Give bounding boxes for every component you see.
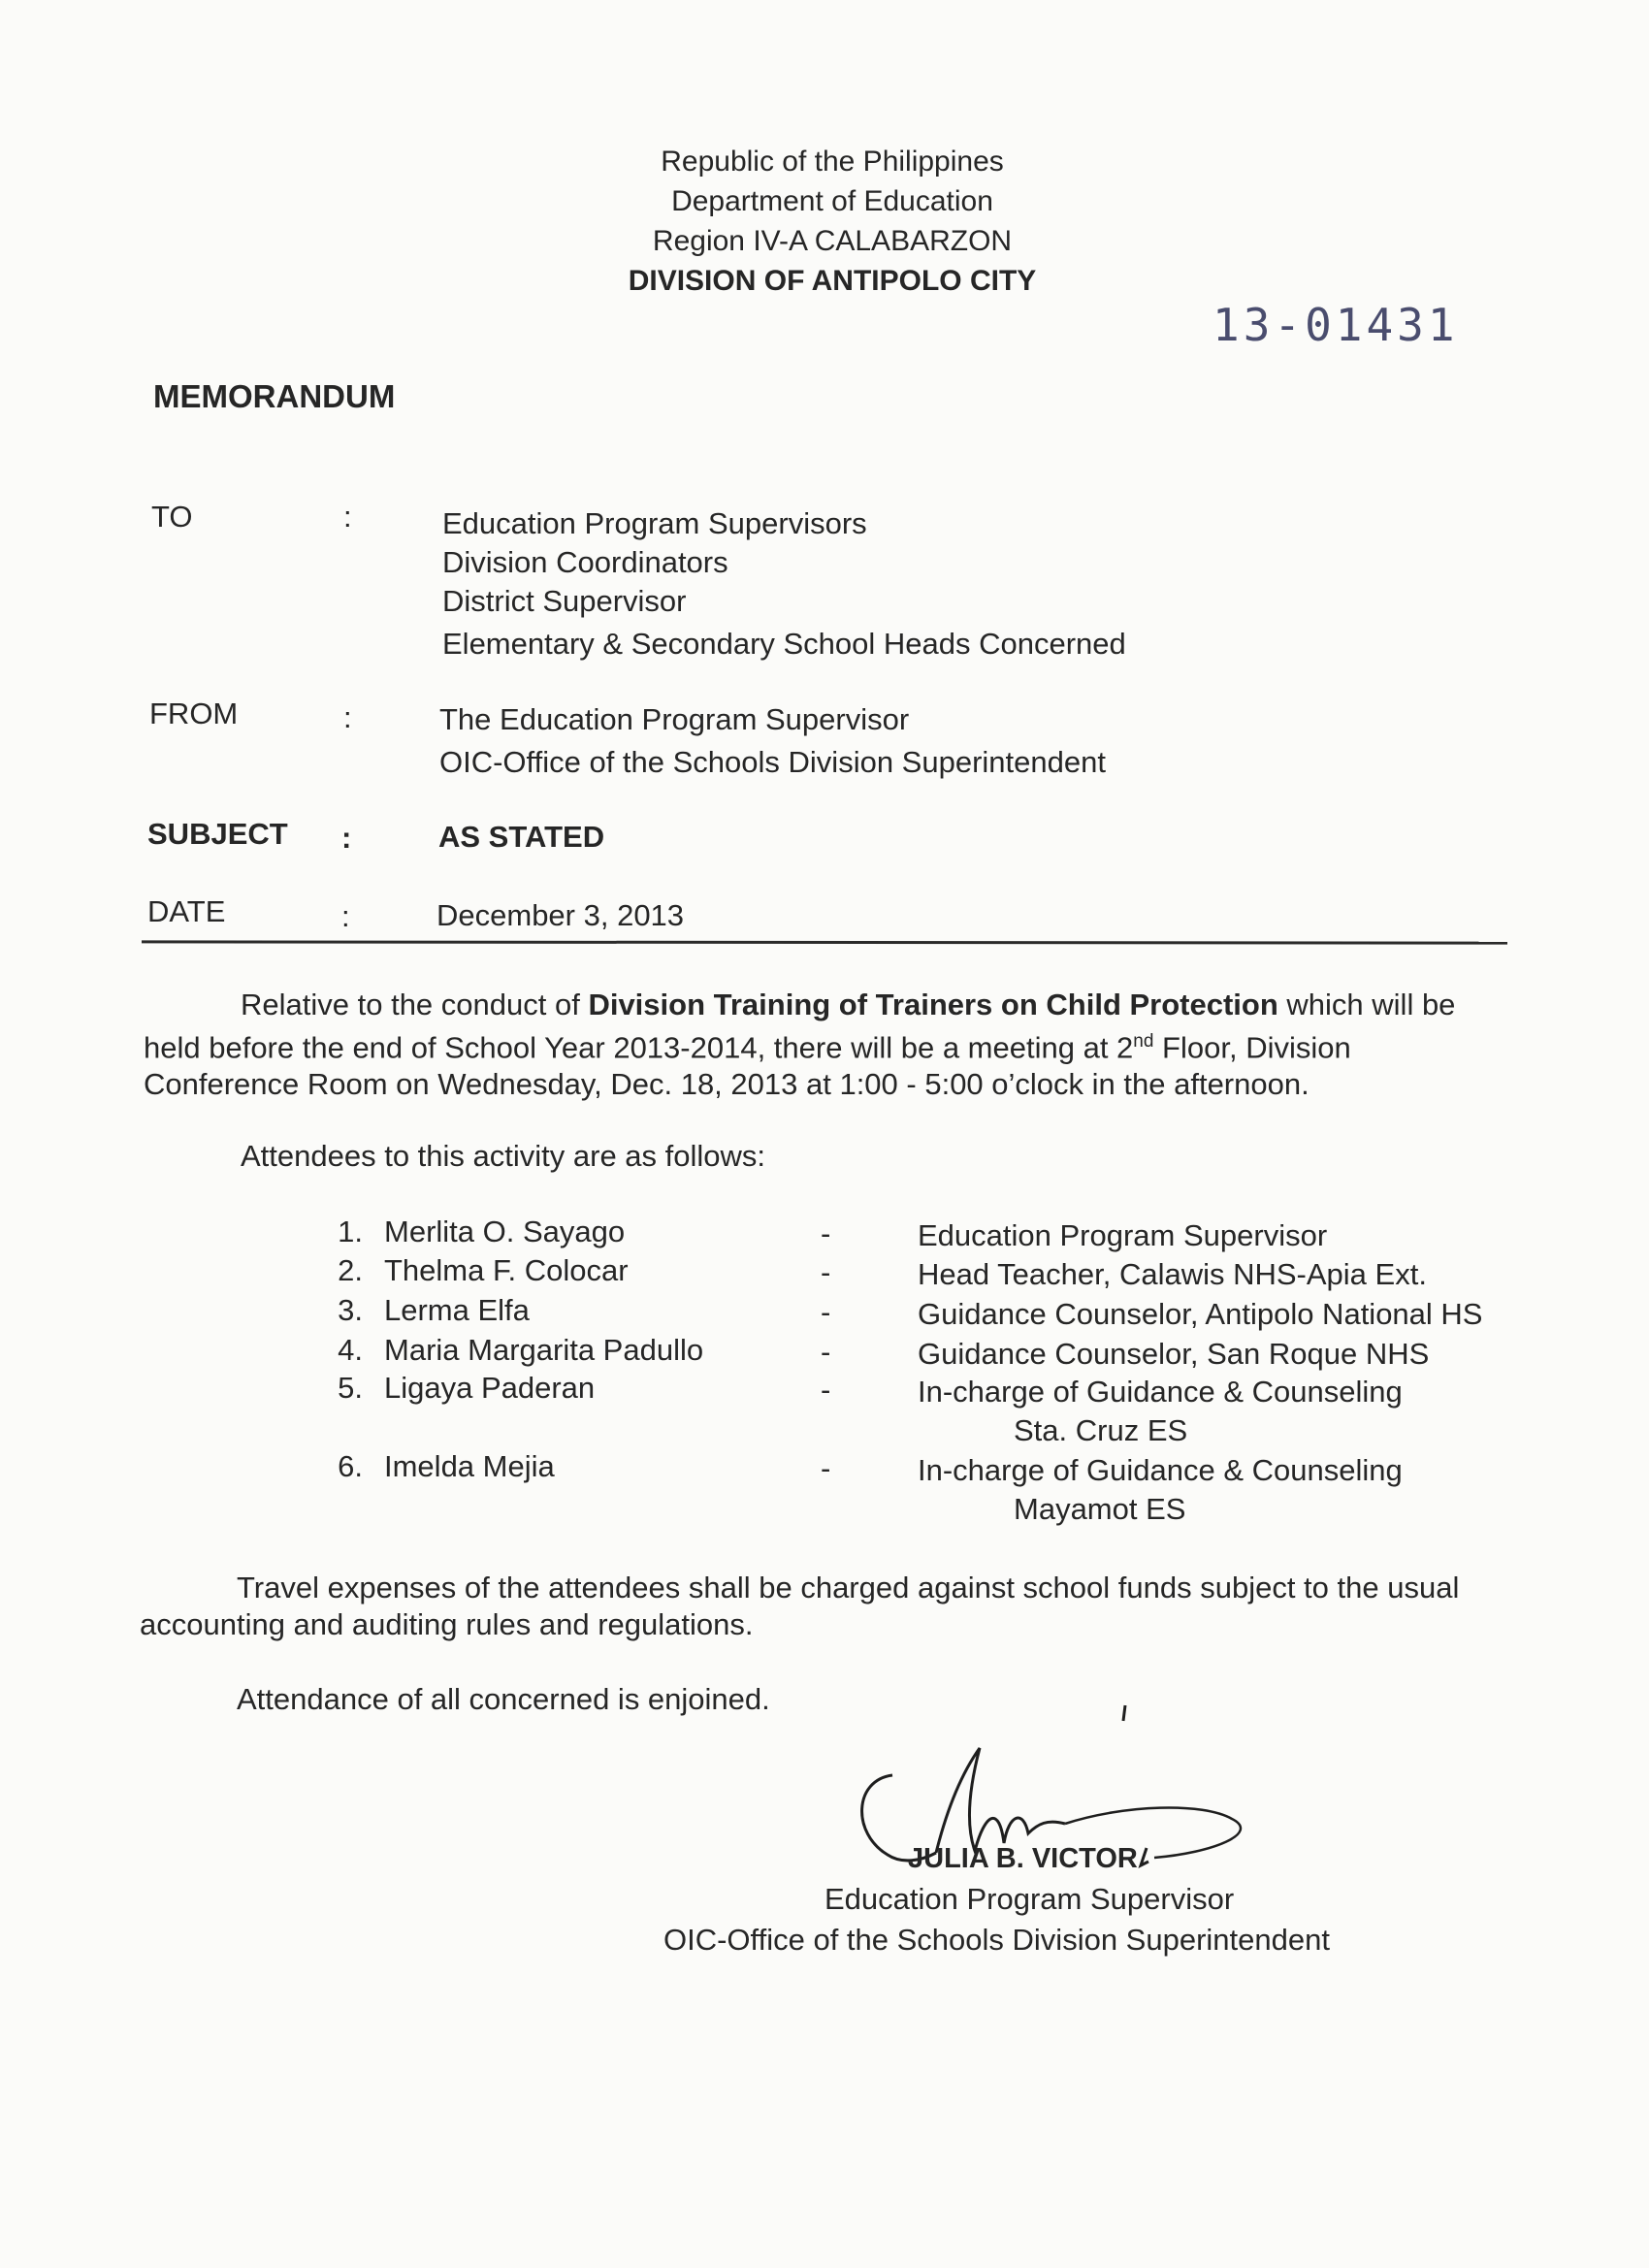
attendee-role: In-charge of Guidance & Counseling xyxy=(918,1453,1403,1487)
attendee-dash: - xyxy=(821,1451,831,1485)
signatory-title-2: OIC-Office of the Schools Division Superintendent xyxy=(663,1923,1330,1957)
header-divider xyxy=(142,940,1507,944)
signatory-title-1: Education Program Supervisor xyxy=(824,1882,1235,1916)
attendee-role-location: Sta. Cruz ES xyxy=(1014,1413,1188,1447)
to-line-4: Elementary & Secondary School Heads Concerned xyxy=(442,627,1126,661)
attendee-name: Maria Margarita Padullo xyxy=(384,1333,704,1367)
subject-label: SUBJECT xyxy=(147,817,288,851)
travel-paragraph xyxy=(140,1570,1478,1643)
to-line-2: Division Coordinators xyxy=(442,545,728,579)
attendee-role: Guidance Counselor, San Roque NHS xyxy=(918,1337,1430,1371)
attendance-paragraph: Attendance of all concerned is enjoined. xyxy=(237,1682,770,1716)
attendee-number: 3. xyxy=(338,1293,363,1327)
attendee-name: Imelda Mejia xyxy=(384,1449,555,1483)
memo-title: MEMORANDUM xyxy=(153,378,396,414)
attendees-intro: Attendees to this activity are as follows: xyxy=(241,1139,766,1173)
subject-value: AS STATED xyxy=(438,820,605,854)
travel-text: Travel expenses of the attendees shall be charged against school funds subject to the usual accounting and auditing rules and regulations. xyxy=(140,1571,1460,1641)
intro-paragraph xyxy=(144,987,1472,1103)
to-colon: : xyxy=(343,500,352,534)
attendee-number: 4. xyxy=(338,1333,363,1367)
header-division: DIVISION OF ANTIPOLO CITY xyxy=(628,265,1037,297)
attendee-dash: - xyxy=(821,1216,831,1250)
date-label: DATE xyxy=(147,894,226,928)
signatory-name: JULIA B. VICTOR xyxy=(908,1843,1138,1874)
attendee-dash: - xyxy=(821,1255,831,1289)
attendee-role: Head Teacher, Calawis NHS-Apia Ext. xyxy=(918,1257,1427,1291)
p1-bold: Division Training of Trainers on Child Protection xyxy=(588,988,1278,1021)
attendee-role: In-charge of Guidance & Counseling xyxy=(918,1375,1403,1409)
header-department: Department of Education xyxy=(671,185,993,217)
from-line-2: OIC-Office of the Schools Division Superintendent xyxy=(439,745,1106,779)
to-line-3: District Supervisor xyxy=(442,584,687,618)
attendee-number: 2. xyxy=(338,1253,363,1287)
date-value: December 3, 2013 xyxy=(436,898,685,932)
from-line-1: The Education Program Supervisor xyxy=(439,702,910,736)
subject-colon: : xyxy=(341,821,352,855)
to-line-1: Education Program Supervisors xyxy=(442,506,867,540)
p1-sup: nd xyxy=(1133,1031,1154,1052)
attendee-name: Thelma F. Colocar xyxy=(384,1253,629,1287)
header-region: Region IV-A CALABARZON xyxy=(652,225,1013,257)
attendee-role-location: Mayamot ES xyxy=(1014,1492,1186,1526)
attendee-name: Lerma Elfa xyxy=(384,1293,530,1327)
attendee-name: Merlita O. Sayago xyxy=(384,1215,626,1248)
attendee-dash: - xyxy=(821,1335,831,1369)
p1-part-c: Floor, Division Conference Room on Wednesday, Dec. 18, 2013 at 1:00 - 5:00 o’clock in the afternoon. xyxy=(144,1030,1351,1102)
attendee-role: Education Program Supervisor xyxy=(918,1218,1328,1252)
attendee-dash: - xyxy=(821,1295,831,1329)
from-colon: : xyxy=(343,700,352,734)
header-republic: Republic of the Philippines xyxy=(661,146,1004,178)
attendee-number: 6. xyxy=(338,1449,363,1483)
attendee-number: 1. xyxy=(338,1215,363,1248)
attendee-number: 5. xyxy=(338,1371,363,1405)
p1-part-a: Relative to the conduct of xyxy=(241,988,589,1021)
date-colon: : xyxy=(341,899,350,933)
to-label: TO xyxy=(151,500,193,534)
stamp-number: 13-01431 xyxy=(1212,299,1459,351)
attendee-name: Ligaya Paderan xyxy=(384,1371,596,1405)
attendee-dash: - xyxy=(821,1373,831,1407)
attendee-role: Guidance Counselor, Antipolo National HS xyxy=(918,1297,1483,1331)
from-label: FROM xyxy=(149,697,239,730)
p1-part-b: which will be held before the end of School Year 2013-2014, there will be a meeting at 2 xyxy=(144,988,1456,1065)
